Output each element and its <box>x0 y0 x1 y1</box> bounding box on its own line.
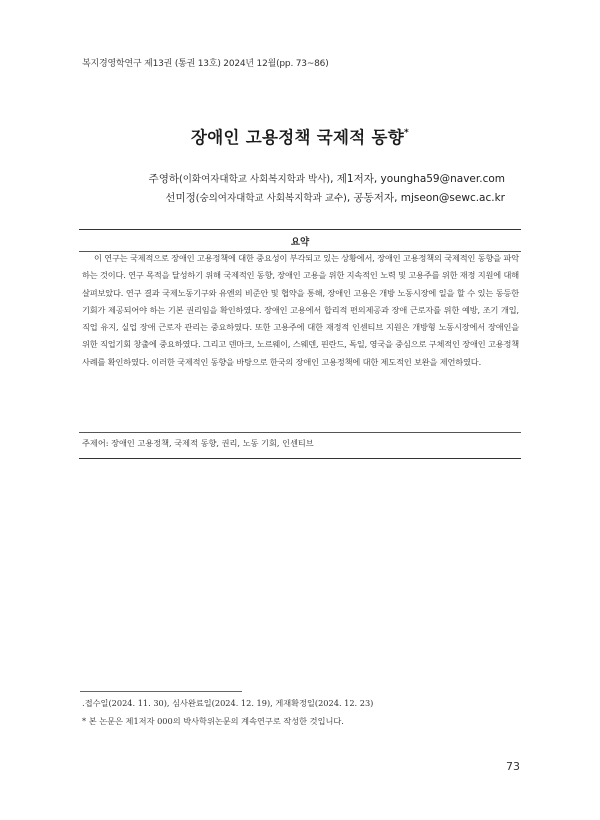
page-number: 73 <box>506 760 520 773</box>
author-affiliation: (숭의여자대학교 사회복지학과 교수) <box>195 193 347 204</box>
author-block <box>149 170 505 208</box>
author-affiliation: (이화여자대학교 사회복지학과 박사) <box>178 174 331 185</box>
author-line-2 <box>149 189 505 208</box>
keywords: 주제어: 장애인 고용정책, 국제적 동향, 권리, 노동 기회, 인센티브 <box>82 438 314 448</box>
abstract-top-rule <box>79 229 521 230</box>
paper-title <box>0 124 600 148</box>
footnote-dates: ․접수일(2024. 11. 30), 심사완료일(2024. 12. 19), 게재확정일(2024. 12. 23) <box>82 698 374 708</box>
running-head: 복지경영학연구 제13권 (통권 13호) 2024년 12월(pp. 73~86) <box>82 59 329 69</box>
author-name: 선미정 <box>165 192 196 204</box>
abstract-bottom-rule <box>79 458 521 459</box>
author-name: 주영하 <box>148 173 179 185</box>
author-role-email: , 공동저자, mjseon@sewc.ac.kr <box>346 192 505 204</box>
author-line-1 <box>149 170 505 189</box>
title-footnote-marker: * <box>404 127 410 138</box>
footnote-note: * 본 논문은 제1저자 000의 박사학위논문의 계속연구로 작성한 것입니다. <box>82 716 344 726</box>
author-role-email: , 제1저자, youngha59@naver.com <box>330 173 505 185</box>
abstract-body: 이 연구는 국제적으로 장애인 고용정책에 대한 중요성이 부각되고 있는 상황에서, 장애인 고용정책의 국제적인 동향을 파악하는 것이다. 연구 목적을 달성하기 위해 국제적인 동향, 장애인 고용을 위한 지속적인 노력 및 고용주를 위한 재정 지원에 대해 살펴보았다. 연구 결과 국제노동기구와 유엔의 비준안 및 협약을 통해, 장애인 고용은 개방 노동시장에 일을 할 수 있는 동등한 기회가 제공되어야 하는 기본 권리임을 확인하였다. 장애인 고용에서 합리적 편의제공과 장애 근로자를 위한 예방, 조기 개입, 직업 유지, 실업 장애 근로자 관리는 중요하였다. 또한 고용주에 대한 재정적 인센티브 지원은 개방형 노동시장에서 장애인을 위한 직업기회 창출에 중요하였다. 그리고 덴마크, 노르웨이, 스웨덴, 핀란드, 독일, 영국을 중심으로 구체적인 장애인 고용정책 사례를 확인하였다. 이러한 국제적인 동향을 바탕으로 한국의 장애인 고용정책에 대한 제도적인 보완을 제언하였다. <box>82 253 520 367</box>
abstract-keywords-rule <box>79 432 521 433</box>
footnote-rule <box>80 691 242 692</box>
abstract-heading: 요약 <box>290 237 310 248</box>
paper-title-text: 장애인 고용정책 국제적 동향 <box>190 128 404 147</box>
